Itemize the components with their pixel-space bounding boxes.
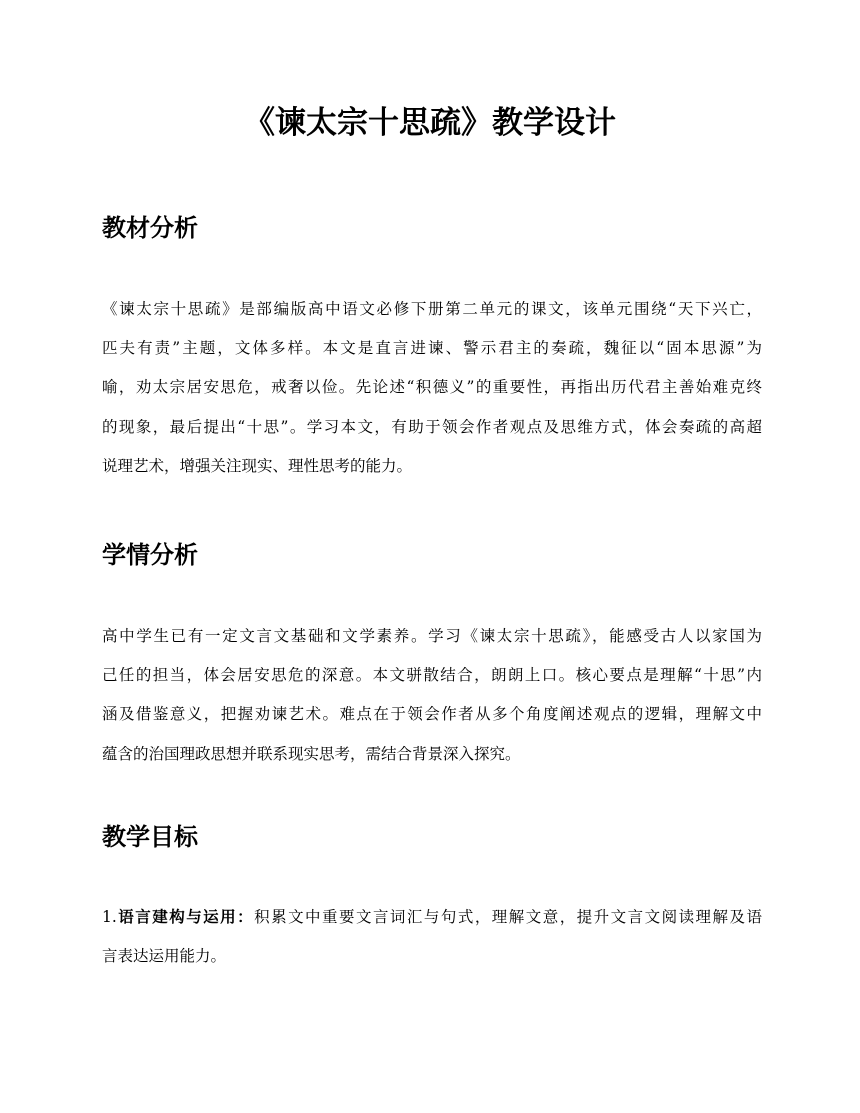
goal-item: [102, 898, 762, 976]
document-title: 《谏太宗十思疏》教学设计: [244, 105, 616, 141]
paragraph-line: 己任的担当，体会居安思危的深意。本文骈散结合，朗朗上口。核心要点是理解“十思”内: [102, 666, 762, 685]
paragraph-line: 匹夫有责”主题，文体多样。本文是直言进谏、警示君主的奏疏，魏征以“固本思源”为: [102, 339, 762, 358]
paragraph-line: 喻，劝太宗居安思危，戒奢以俭。先论述“积德义”的重要性，再指出历代君主善始难克终: [102, 378, 762, 397]
paragraph-line: 涵及借鉴意义，把握劝谏艺术。难点在于领会作者从多个角度阐述观点的逻辑，理解文中: [102, 705, 762, 724]
goal-item-line: 言表达运用能力。: [102, 947, 227, 966]
paragraph-line: 《谏太宗十思疏》是部编版高中语文必修下册第二单元的课文，该单元围绕“天下兴亡，: [102, 300, 762, 318]
section-heading-material: 教材分析: [102, 214, 198, 242]
goal-text: 积累文中重要文言词汇与句式，理解文意，提升文言文阅读理解及语: [254, 908, 762, 926]
section-heading-learner: 学情分析: [102, 541, 198, 569]
paragraph-line: 高中学生已有一定文言文基础和文学素养。学习《谏太宗十思疏》，能感受古人以家国为: [102, 627, 762, 645]
goal-item-line: [102, 898, 762, 937]
paragraph-line: 说理艺术，增强关注现实、理性思考的能力。: [102, 456, 413, 475]
goal-number: 1.: [102, 908, 117, 926]
paragraph-learner-analysis: [102, 617, 762, 774]
paragraph-material-analysis: [102, 290, 762, 486]
paragraph-line: 的现象，最后提出“十思”。学习本文，有助于领会作者观点及思维方式，体会奏疏的高超: [102, 417, 762, 436]
paragraph-line: 蕴含的治国理政思想并联系现实思考，需结合背景深入探究。: [102, 744, 521, 763]
section-heading-goals: 教学目标: [102, 823, 198, 851]
goal-label: 语言建构与运用：: [116, 908, 255, 926]
